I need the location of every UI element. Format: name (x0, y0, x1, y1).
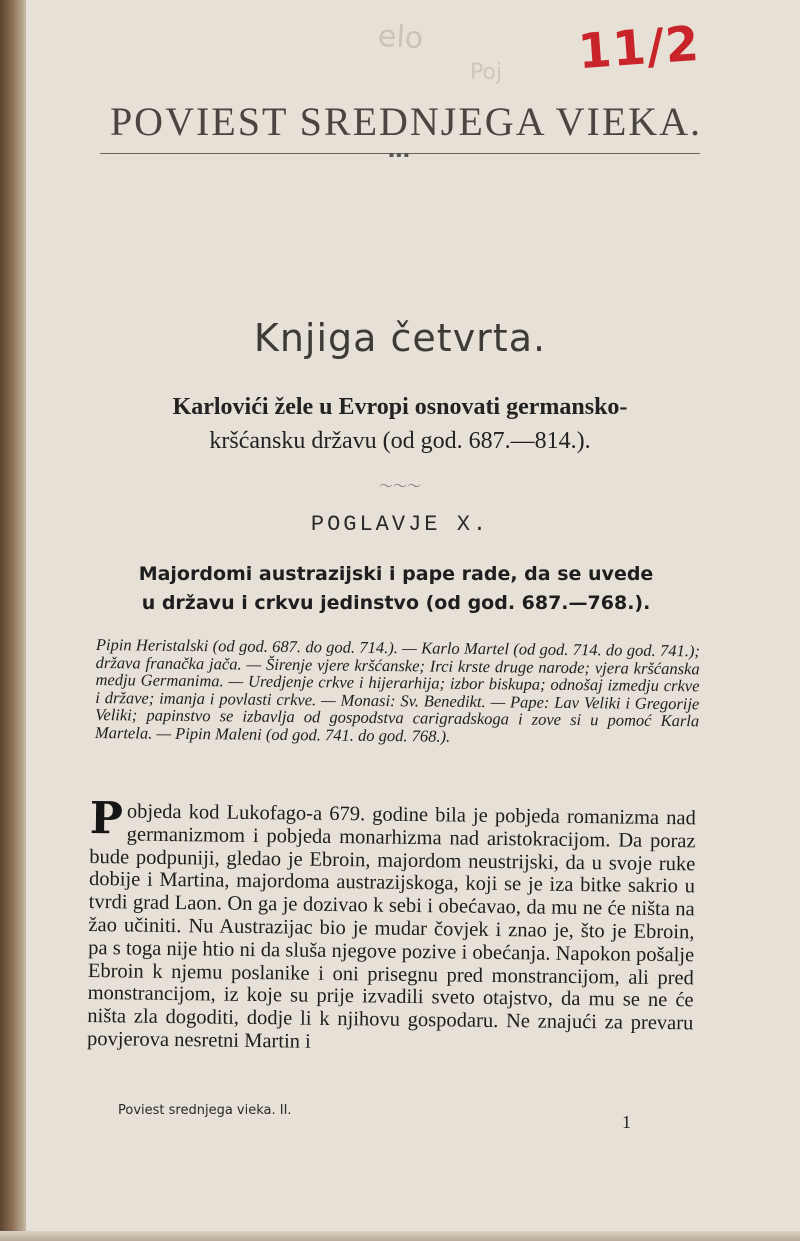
head-ornament: ▪▪▪ (388, 150, 412, 159)
shelfmark-annotation: 11/2 (576, 15, 702, 81)
subtitle-line-2: kršćansku državu (od god. 687.—814.). (209, 428, 591, 454)
chapter-title-line-2: u državu i crkvu jedinstvo (od god. 687.—768.). (141, 592, 651, 614)
page-bottom-edge (0, 1231, 800, 1241)
book-spine (0, 0, 26, 1241)
chapter-summary (95, 636, 700, 747)
book-subtitle (100, 390, 700, 458)
subtitle-line-1: Karlovići žele u Evropi osnovati germansko- (172, 394, 628, 420)
pencil-note: elo (377, 18, 425, 57)
page-number: 1 (622, 1112, 631, 1132)
drop-cap: P (89, 793, 124, 845)
body-paragraph: objeda kod Lukofago-a 679. godine bila je pobjeda romanizma nad germanizmom i pobjeda monarhizma nad aristokracijom. Da poraz bude podpuniji, gledao je Ebroin, majordom neustrijski, da u svoje ruke dobije i Martina, majordoma austrazijskoga, koji se je iza bitke sakrio u tvrdi grad Laon. On ga je dozivao k sebi i obećavao, da mu ne će ništa na žao učiniti. Nu Austrazijac bio je mudar čovjek i znao je, što je Ebroin, pa s toga nije htio ni da sluša njegove pozive i obećanja. Napokon pošalje Ebroin k njemu poslanike i oni prisegnu pred monstrancijom, ali pred monstrancijom, iz koje su prije izvadili sveto otajstvo, da mu se ne će ništa zla dogoditi, dodje li k njihovu gospodaru. Ne znajući za prevaru povjerova nesretni Martin i (86, 800, 696, 1053)
summary-text: Pipin Heristalski (od god. 687. do god. 714.). — Karlo Martel (od god. 714. do god. 741.); država franačka jača. — Širenje vjere kršćanske; Irci krste druge narode; vjera kršćanska medju Germanima. — Uredjenje crkve i hijerarhija; izbor biskupa; odnošaj izmedju crkve i države; imanja i povlasti crkve. — Monasi: Sv. Benedikt. — Pape: Lav Veliki i Gregorije Veliki; papinstvo se izbavlja od gospodstva carigradskoga i zove si u pomoć Karla Martela. — Pipin Maleni (od god. 741. do god. 768.). (94, 635, 700, 746)
chapter-label: POGLAVJE X. (310, 512, 490, 537)
footer-signature: Poviest srednjega vieka. II. (118, 1103, 292, 1118)
body-text (86, 793, 696, 1058)
pencil-note-2: Poj (470, 60, 503, 85)
book-title: Knjiga četvrta. (253, 316, 547, 360)
chapter-title-line-1: Majordomi austrazijski i pape rade, da se uvede (138, 563, 654, 585)
ornament-divider: 〜〜〜 (379, 479, 421, 495)
chapter-title (92, 560, 700, 618)
running-head: POVIEST SREDNJEGA VIEKA. (109, 99, 703, 144)
